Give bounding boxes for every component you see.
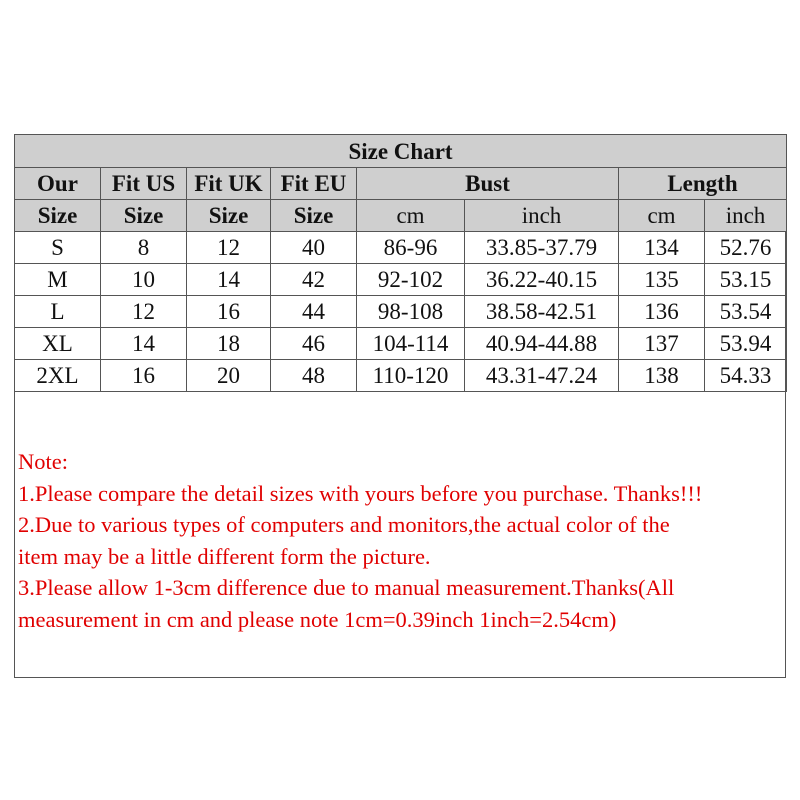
cell-bust-inch: 43.31-47.24 [465,360,619,392]
note-line-1: 1.Please compare the detail sizes with yours before you purchase. Thanks!!! [18,480,703,506]
cell-bust-inch: 40.94-44.88 [465,328,619,360]
cell-bust-cm: 110-120 [357,360,465,392]
cell-fit-eu: 48 [271,360,357,392]
cell-our-size: 2XL [15,360,101,392]
note-line-2: 2.Due to various types of computers and monitors,the actual color of the [18,512,670,537]
cell-length-inch: 53.54 [705,296,787,328]
cell-bust-cm: 104-114 [357,328,465,360]
cell-fit-us: 10 [101,264,187,296]
cell-fit-eu: 46 [271,328,357,360]
cell-length-cm: 138 [619,360,705,392]
cell-fit-uk: 20 [187,360,271,392]
cell-bust-cm: 98-108 [357,296,465,328]
table-row [15,360,787,392]
size-chart-table [14,134,787,392]
cell-bust-inch: 36.22-40.15 [465,264,619,296]
header-row-1 [15,168,787,200]
cell-fit-eu: 42 [271,264,357,296]
header-bust: Bust [357,168,619,200]
unit-bust-cm: cm [357,200,465,232]
cell-fit-uk: 12 [187,232,271,264]
unit-length-cm: cm [619,200,705,232]
cell-length-cm: 136 [619,296,705,328]
header-length: Length [619,168,787,200]
table-row [15,328,787,360]
cell-fit-eu: 44 [271,296,357,328]
header-our-size-1: Our [15,168,101,200]
chart-title: Size Chart [15,135,787,168]
cell-bust-cm: 86-96 [357,232,465,264]
header-fit-us-1: Fit US [101,168,187,200]
note-line-5: measurement in cm and please note 1cm=0.39inch 1inch=2.54cm) [18,606,617,632]
cell-length-cm: 134 [619,232,705,264]
cell-bust-cm: 92-102 [357,264,465,296]
cell-our-size: S [15,232,101,264]
cell-our-size: XL [15,328,101,360]
cell-fit-us: 8 [101,232,187,264]
cell-length-inch: 54.33 [705,360,787,392]
cell-length-inch: 53.15 [705,264,787,296]
note-heading: Note: [18,449,68,474]
cell-length-cm: 137 [619,328,705,360]
header-fit-eu-1: Fit EU [271,168,357,200]
header-fit-us-2: Size [101,200,187,232]
cell-length-inch: 52.76 [705,232,787,264]
unit-length-inch: inch [705,200,787,232]
header-fit-eu-2: Size [271,200,357,232]
header-fit-uk-2: Size [187,200,271,232]
cell-fit-uk: 16 [187,296,271,328]
cell-length-cm: 135 [619,264,705,296]
cell-fit-us: 14 [101,328,187,360]
cell-fit-uk: 18 [187,328,271,360]
cell-our-size: L [15,296,101,328]
header-our-size-2: Size [15,200,101,232]
cell-bust-inch: 38.58-42.51 [465,296,619,328]
table-row [15,232,787,264]
cell-fit-us: 12 [101,296,187,328]
unit-bust-inch: inch [465,200,619,232]
cell-fit-uk: 14 [187,264,271,296]
cell-our-size: M [15,264,101,296]
cell-fit-us: 16 [101,360,187,392]
table-row [15,264,787,296]
cell-fit-eu: 40 [271,232,357,264]
header-row-2 [15,200,787,232]
table-row [15,296,787,328]
cell-bust-inch: 33.85-37.79 [465,232,619,264]
cell-length-inch: 53.94 [705,328,787,360]
header-fit-uk-1: Fit UK [187,168,271,200]
notes-block [18,446,788,635]
note-line-3: item may be a little different form the picture. [18,543,431,569]
note-line-4: 3.Please allow 1-3cm difference due to manual measurement.Thanks(All [18,575,675,600]
title-row [15,135,787,168]
